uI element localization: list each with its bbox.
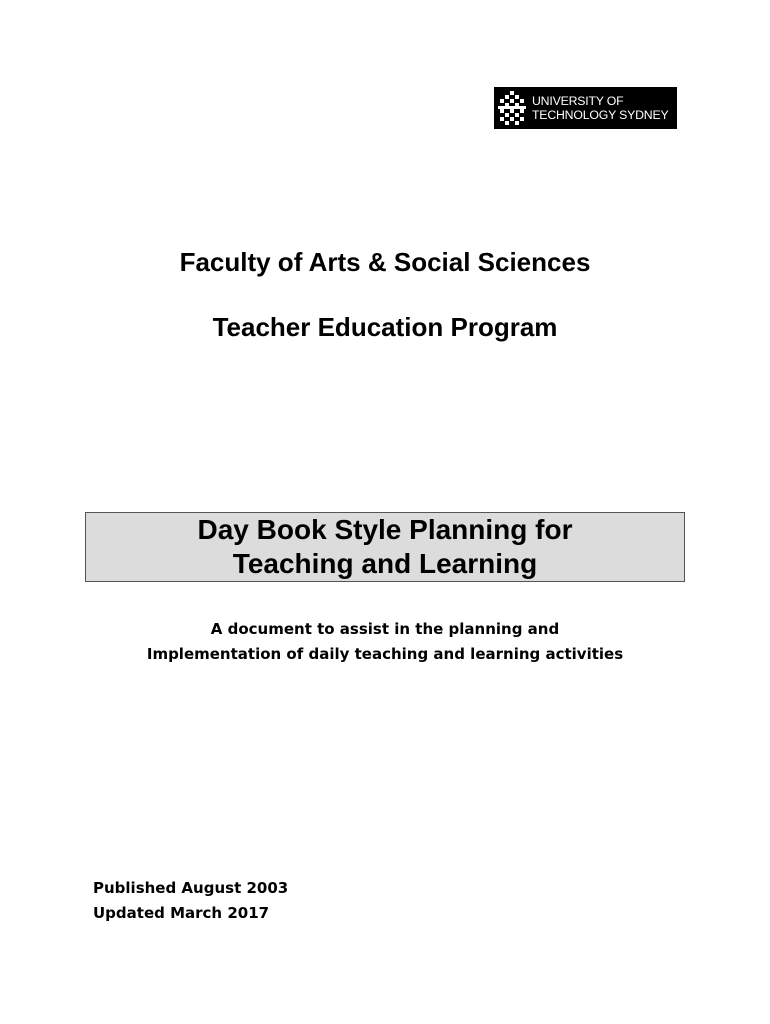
document-title-line-2: Teaching and Learning: [232, 548, 538, 579]
published-date: Published August 2003: [93, 879, 289, 897]
uts-logo: [494, 87, 677, 129]
document-title-line-1: Day Book Style Planning for: [197, 514, 573, 545]
logo-wordmark: [532, 94, 668, 122]
logo-line-2: TECHNOLOGY SYDNEY: [532, 108, 669, 122]
publication-dates: [93, 876, 288, 926]
document-subtitle: [0, 617, 770, 667]
subtitle-line-2: Implementation of daily teaching and learning activities: [146, 645, 624, 663]
subtitle-line-1: A document to assist in the planning and: [210, 620, 560, 638]
logo-line-1: UNIVERSITY OF: [532, 94, 624, 108]
uts-crest-icon: [497, 90, 527, 126]
updated-date: Updated March 2017: [93, 904, 270, 922]
document-title-box: [85, 512, 685, 582]
program-heading: Teacher Education Program: [212, 312, 558, 342]
faculty-heading: Faculty of Arts & Social Sciences: [179, 247, 591, 277]
